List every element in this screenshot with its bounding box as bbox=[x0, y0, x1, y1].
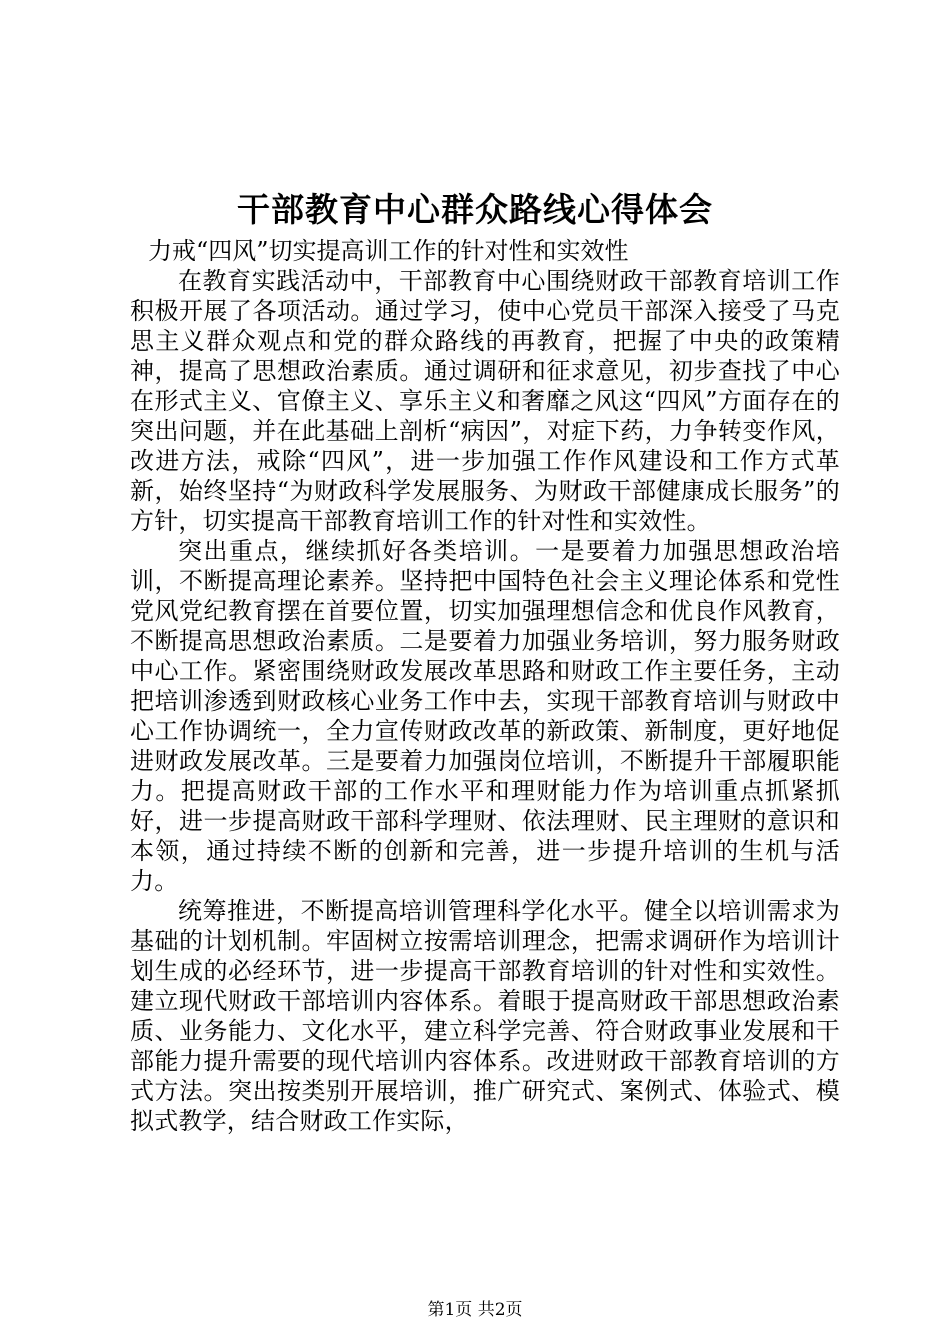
paragraph-2: 突出重点，继续抓好各类培训。一是要着力加强思想政治培训，不断提高理论素养。坚持把中国特色社会主义理论体系和党性党风党纪教育摆在首要位置，切实加强理想信念和优良作风教育，不断提高思想政治素质。二是要着力加强业务培训，努力服务财政中心工作。紧密围绕财政发展改革思路和财政工作主要任务，主动把培训渗透到财政核心业务工作中去，实现干部教育培训与财政中心工作协调统一，全力宣传财政改革的新政策、新制度，更好地促进财政发展改革。三是要着力加强岗位培训，不断提升干部履职能力。把提高财政干部的工作水平和理财能力作为培训重点抓紧抓好，进一步提高财政干部科学理财、依法理财、民主理财的意识和本领，通过持续不断的创新和完善，进一步提升培训的生机与活力。 bbox=[130, 537, 840, 895]
page-number-footer: 第1页 共2页 bbox=[427, 1300, 523, 1320]
paragraph-1: 在教育实践活动中，干部教育中心围绕财政干部教育培训工作积极开展了各项活动。通过学习，使中心党员干部深入接受了马克思主义群众观点和党的群众路线的再教育，把握了中央的政策精神，提高了思想政治素质。通过调研和征求意见，初步查找了中心在形式主义、官僚主义、享乐主义和奢靡之风这“四风”方面存在的突出问题，并在此基础上剖析“病因”，对症下药，力争转变作风，改进方法，戒除“四风”，进一步加强工作作风建设和工作方式革新，始终坚持“为财政科学发展服务、为财政干部健康成长服务”的方针，切实提高干部教育培训工作的针对性和实效性。 bbox=[130, 267, 840, 535]
document-title: 干部教育中心群众路线心得体会 bbox=[237, 190, 713, 229]
document-body bbox=[130, 236, 840, 1136]
document-subtitle: 力戒“四风”切实提高训工作的针对性和实效性 bbox=[148, 237, 629, 265]
paragraph-3: 统筹推进，不断提高培训管理科学化水平。健全以培训需求为基础的计划机制。牢固树立按需培训理念，把需求调研作为培训计划生成的必经环节，进一步提高干部教育培训的针对性和实效性。建立现代财政干部培训内容体系。着眼于提高财政干部思想政治素质、业务能力、文化水平，建立科学完善、符合财政事业发展和干部能力提升需要的现代培训内容体系。改进财政干部教育培训的方式方法。突出按类别开展培训，推广研究式、案例式、体验式、模拟式教学，结合财政工作实际， bbox=[130, 897, 840, 1135]
